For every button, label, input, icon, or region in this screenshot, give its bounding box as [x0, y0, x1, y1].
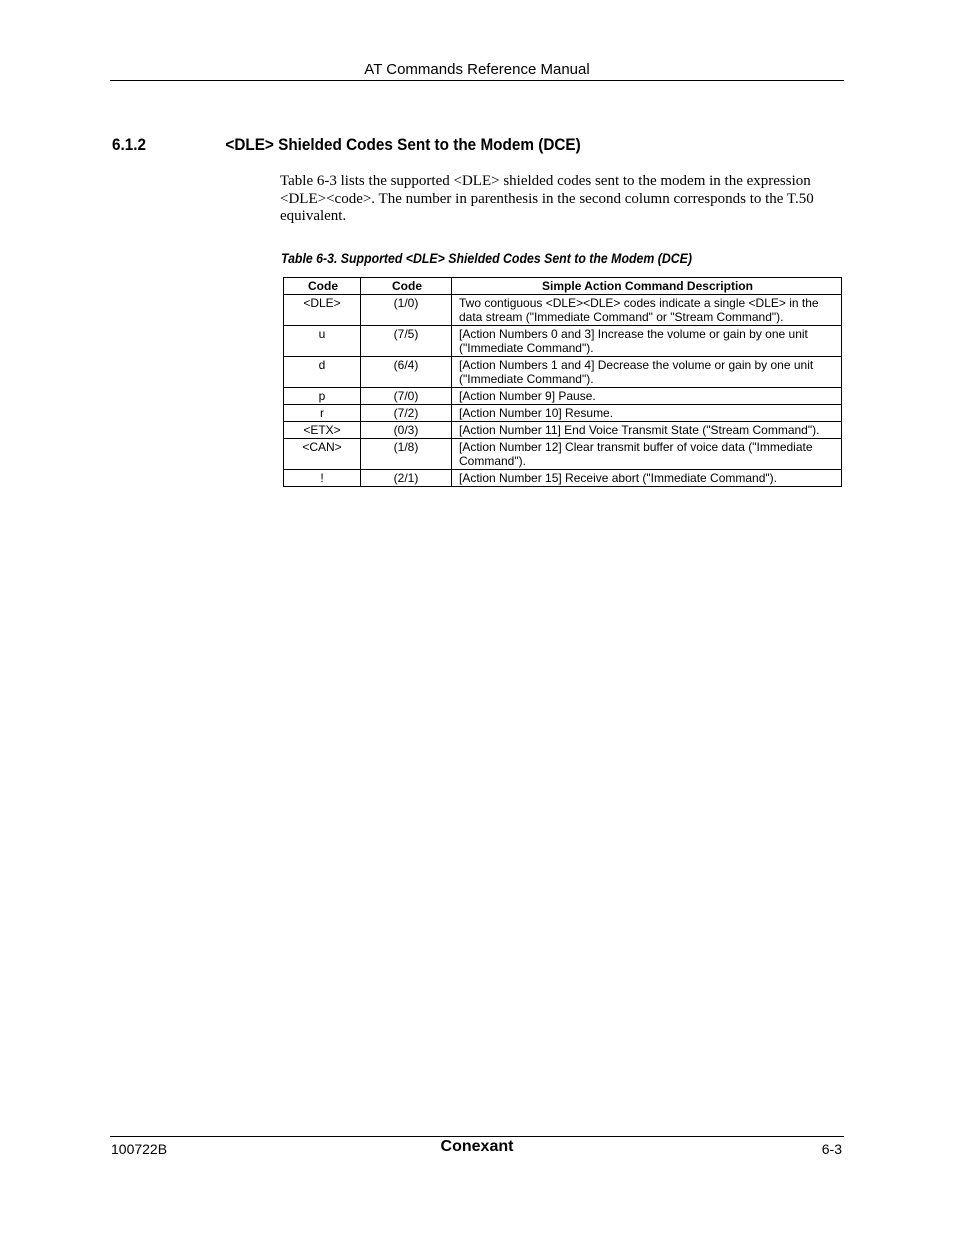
code-cell: p	[284, 388, 361, 405]
code-cell: <CAN>	[284, 439, 361, 470]
table-row	[284, 295, 842, 326]
table-row	[284, 326, 842, 357]
code-cell: d	[284, 357, 361, 388]
column-header-t50-code: Code	[361, 278, 452, 295]
t50-cell: (7/5)	[361, 326, 452, 357]
section-number: 6.1.2	[112, 135, 147, 154]
header-rule	[110, 80, 844, 81]
footer-rule	[110, 1136, 844, 1137]
footer-doc-number: 100722B	[111, 1141, 168, 1157]
column-header-code: Code	[284, 278, 361, 295]
shielded-codes-table	[283, 277, 842, 487]
t50-cell: (2/1)	[361, 470, 452, 487]
table-row	[284, 388, 842, 405]
table-row	[284, 357, 842, 388]
code-cell: u	[284, 326, 361, 357]
description-cell: [Action Number 10] Resume.	[452, 405, 842, 422]
code-cell: r	[284, 405, 361, 422]
t50-cell: (1/0)	[361, 295, 452, 326]
column-header-description: Simple Action Command Description	[452, 278, 842, 295]
code-cell: <ETX>	[284, 422, 361, 439]
t50-cell: (0/3)	[361, 422, 452, 439]
section-heading	[112, 135, 581, 155]
table-row	[284, 439, 842, 470]
description-cell: [Action Number 11] End Voice Transmit State ("Stream Command").	[452, 422, 842, 439]
section-title: <DLE> Shielded Codes Sent to the Modem (DCE)	[225, 135, 581, 154]
t50-cell: (7/2)	[361, 405, 452, 422]
table-caption: Table 6-3. Supported <DLE> Shielded Codes Sent to the Modem (DCE)	[281, 250, 692, 266]
table-row	[284, 422, 842, 439]
table-row	[284, 405, 842, 422]
description-cell: [Action Number 9] Pause.	[452, 388, 842, 405]
description-cell: [Action Number 15] Receive abort ("Immediate Command").	[452, 470, 842, 487]
footer-page-number: 6-3	[821, 1141, 842, 1157]
t50-cell: (1/8)	[361, 439, 452, 470]
running-header: AT Commands Reference Manual	[364, 61, 590, 78]
description-cell: [Action Number 12] Clear transmit buffer of voice data ("Immediate Command").	[452, 439, 842, 470]
t50-cell: (6/4)	[361, 357, 452, 388]
t50-cell: (7/0)	[361, 388, 452, 405]
description-cell: Two contiguous <DLE><DLE> codes indicate a single <DLE> in the data stream ("Immediate Command" or "Stream Command").	[452, 295, 842, 326]
footer-company: Conexant	[440, 1138, 514, 1155]
code-cell: !	[284, 470, 361, 487]
description-cell: [Action Numbers 1 and 4] Decrease the volume or gain by one unit ("Immediate Command").	[452, 357, 842, 388]
code-cell: <DLE>	[284, 295, 361, 326]
table-header-row	[284, 278, 842, 295]
intro-paragraph: Table 6-3 lists the supported <DLE> shielded codes sent to the modem in the expression <DLE><code>. The number in parenthesis in the second column corresponds to the T.50 equivalent.	[280, 173, 814, 224]
table-row	[284, 470, 842, 487]
description-cell: [Action Numbers 0 and 3] Increase the volume or gain by one unit ("Immediate Command").	[452, 326, 842, 357]
